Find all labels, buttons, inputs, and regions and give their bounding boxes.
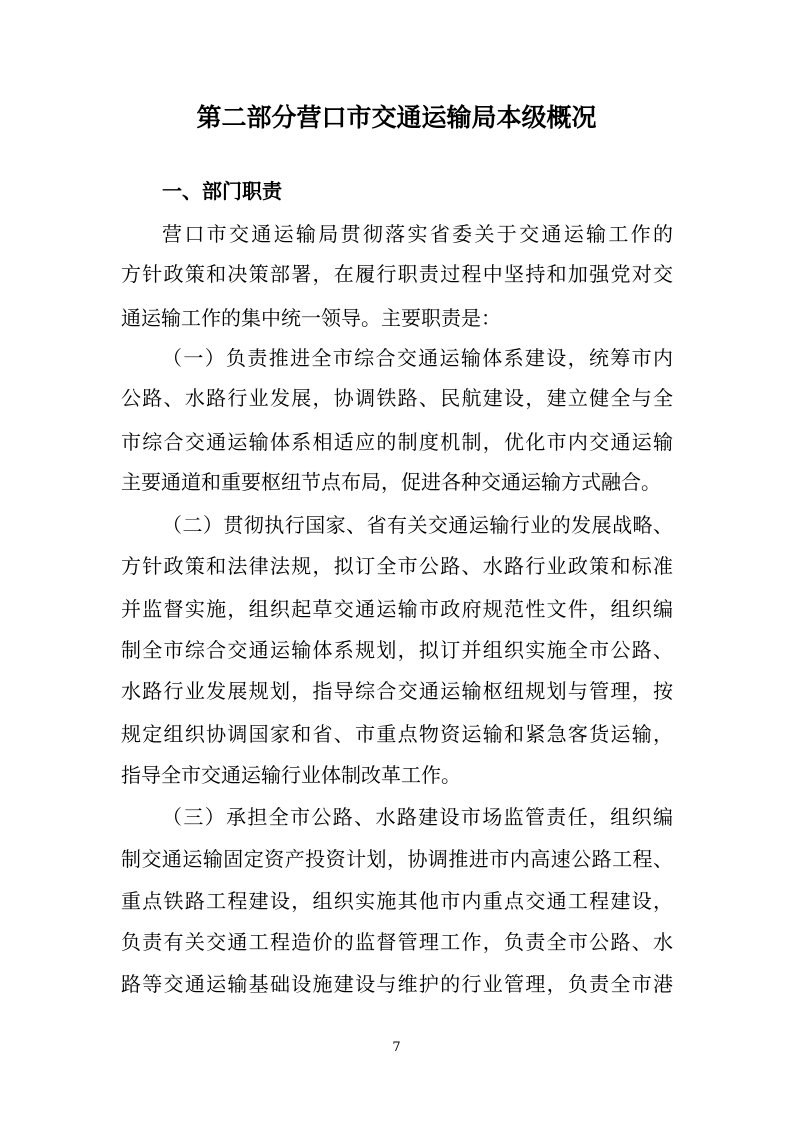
page-number: 7 <box>392 1040 401 1055</box>
section-heading: 一、部门职责 <box>162 179 282 203</box>
body-line: （二）贯彻执行国家、省有关交通运输行业的发展战略、 <box>162 513 673 537</box>
body-line: 通运输工作的集中统一领导。主要职责是： <box>121 306 501 330</box>
page-title: 第二部分营口市交通运输局本级概况 <box>196 103 597 132</box>
body-line: 重点铁路工程建设，组织实施其他市内重点交通工程建设， <box>121 889 673 913</box>
body-line: 规定组织协调国家和省、市重点物资运输和紧急客货运输， <box>121 722 673 746</box>
body-line: 负责有关交通工程造价的监督管理工作，负责全市公路、水 <box>121 930 673 954</box>
body-line: 营口市交通运输局贯彻落实省委关于交通运输工作的 <box>162 222 673 246</box>
body-line: 路等交通运输基础设施建设与维护的行业管理，负责全市港 <box>121 972 673 996</box>
body-line: 制交通运输固定资产投资计划，协调推进市内高速公路工程、 <box>121 847 673 871</box>
body-line: 市综合交通运输体系相适应的制度机制，优化市内交通运输 <box>121 430 673 454</box>
body-line: （一）负责推进全市综合交通运输体系建设，统筹市内 <box>162 346 673 370</box>
body-line: 水路行业发展规划，指导综合交通运输枢纽规划与管理，按 <box>121 679 673 703</box>
body-line: （三）承担全市公路、水路建设市场监管责任，组织编 <box>162 805 673 829</box>
body-line: 制全市综合交通运输体系规划，拟订并组织实施全市公路、 <box>121 638 673 662</box>
body-line: 并监督实施，组织起草交通运输市政府规范性文件，组织编 <box>121 597 673 621</box>
body-line: 公路、水路行业发展，协调铁路、民航建设，建立健全与全 <box>121 386 673 410</box>
body-line: 方针政策和决策部署，在履行职责过程中坚持和加强党对交 <box>121 262 673 286</box>
body-line: 主要通道和重要枢纽节点布局，促进各种交通运输方式融合。 <box>121 470 661 494</box>
body-line: 方针政策和法律法规，拟订全市公路、水路行业政策和标准 <box>121 554 673 578</box>
body-line: 指导全市交通运输行业体制改革工作。 <box>121 763 461 787</box>
